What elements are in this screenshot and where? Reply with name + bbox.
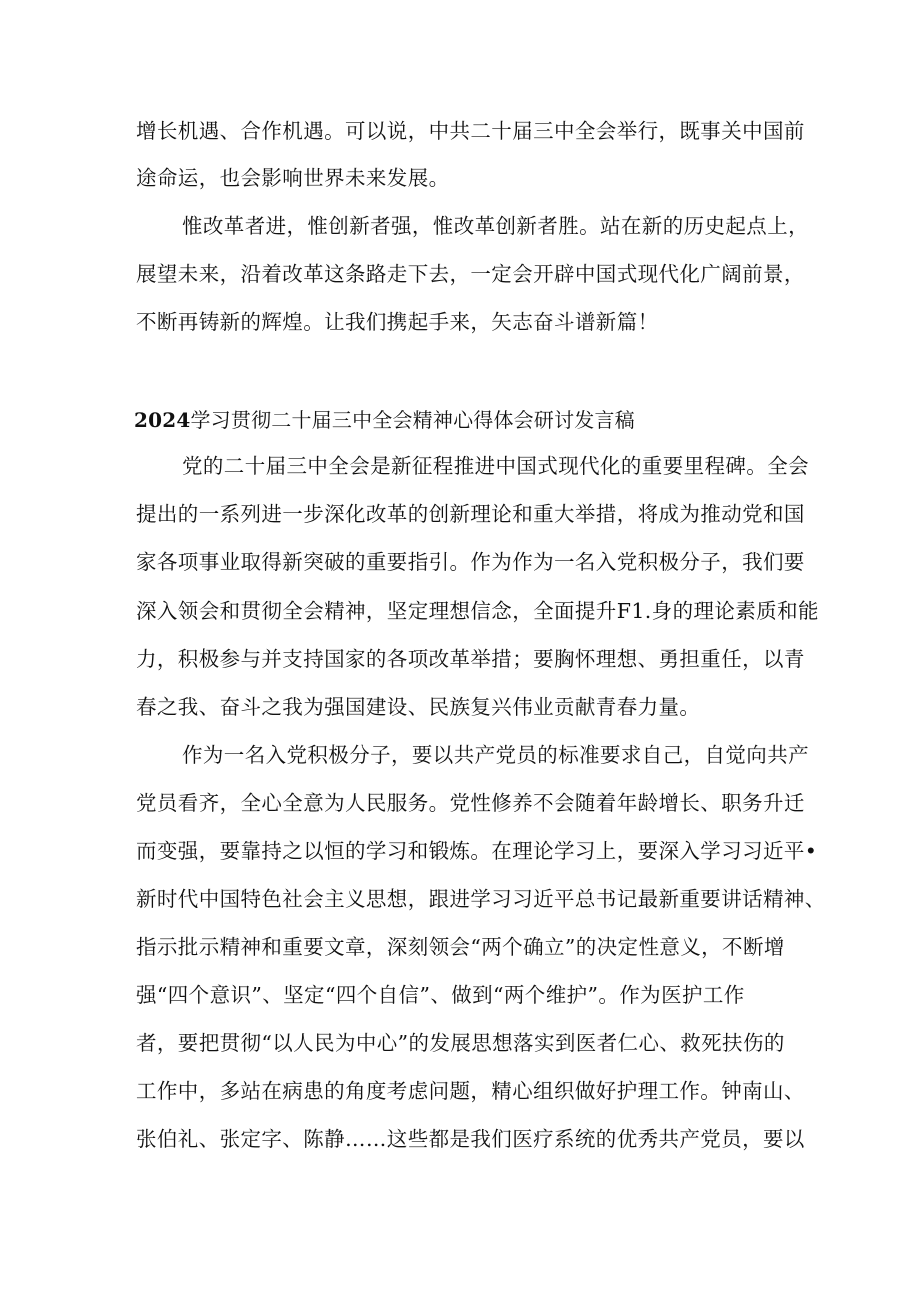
paragraph-line: 者，要把贯彻“以人民为中心”的发展思想落实到医者仁心、救死扶伤的 xyxy=(136,1031,785,1055)
paragraph-line: 深入领会和贯彻全会精神，坚定理想信念，全面提升F1.身的理论素质和能 xyxy=(136,599,819,623)
paragraph-line: 春之我、奋斗之我为强国建设、民族复兴伟业贡献青春力量。 xyxy=(136,695,701,719)
paragraph-line: 强“四个意识”、坚定“四个自信”、做到“两个维护”。作为医护工作 xyxy=(136,983,745,1007)
paragraph-line: 工作中，多站在病患的角度考虑问题，精心组织做好护理工作。钟南山、 xyxy=(136,1079,805,1103)
paragraph-line: 作为一名入党积极分子，要以共产党员的标准要求自己，自觉向共产 xyxy=(182,743,809,767)
paragraph-line: 而变强，要靠持之以恒的学习和锻炼。在理论学习上，要深入学习习近平• xyxy=(136,839,818,863)
section-title xyxy=(134,406,635,434)
paragraph-line: 指示批示精神和重要文章，深刻领会“两个确立”的决定性意义，不断增 xyxy=(136,935,785,959)
paragraph-line: 党员看齐，全心全意为人民服务。党性修养不会随着年龄增长、职务升迁 xyxy=(136,791,805,815)
paragraph-line: 力，积极参与并支持国家的各项改革举措；要胸怀理想、勇担重任，以青 xyxy=(136,647,805,671)
paragraph-line: 张伯礼、张定字、陈静……这些都是我们医疗系统的优秀共产党员，要以 xyxy=(136,1127,805,1151)
title-year: 2024 xyxy=(134,408,191,432)
paragraph-line: 途命运，也会影响世界未来发展。 xyxy=(136,166,450,190)
paragraph-line: 展望未来，沿着改革这条路走下去，一定会开辟中国式现代化广阔前景， xyxy=(136,262,805,286)
paragraph-line: 提出的一系列进一步深化改革的创新理论和重大举措，将成为推动党和国 xyxy=(136,502,805,526)
paragraph-line: 家各项事业取得新突破的重要指引。作为作为一名入党积极分子，我们要 xyxy=(136,550,805,574)
paragraph-line: 不断再铸新的辉煌。让我们携起手来，矢志奋斗谱新篇！ xyxy=(136,310,659,334)
title-text: 学习贯彻二十届三中全会精神心得体会研讨发言稿 xyxy=(190,408,635,432)
paragraph-line: 新时代中国特色社会主义思想，跟进学习习近平总书记最新重要讲话精神、 xyxy=(136,887,826,911)
paragraph-line: 党的二十届三中全会是新征程推进中国式现代化的重要里程碑。全会 xyxy=(182,454,809,478)
paragraph-line: 惟改革者进，惟创新者强，惟改革创新者胜。站在新的历史起点上， xyxy=(182,214,809,238)
paragraph-line: 增长机遇、合作机遇。可以说，中共二十届三中全会举行，既事关中国前 xyxy=(136,119,805,143)
